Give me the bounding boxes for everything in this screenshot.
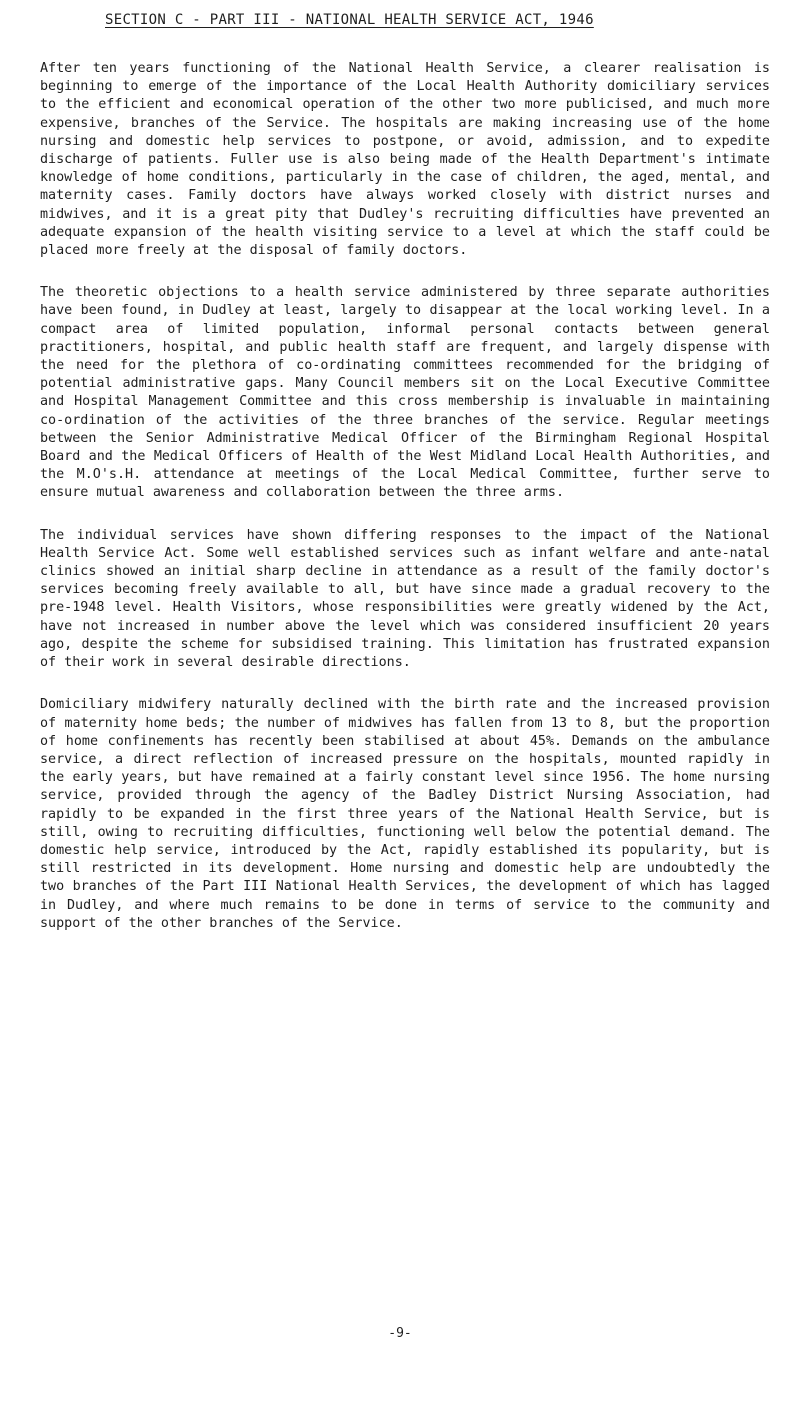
paragraph-3: The individual services have shown differing responses to the impact of the National Health Service Act. Some well established services such as infant welfare and ante-natal clinics showed an initial sharp decline in attendance as a result of the family doctor's services becoming freely available to all, but have since made a gradual recovery to the pre-1948 level. Health Visitors, whose responsibilities were greatly widened by the Act, have not increased in number above the level which was considered insufficient 20 years ago, despite the scheme for subsidised training. This limitation has frustrated expansion of their work in several desirable directions.: [40, 527, 770, 671]
section-heading: SECTION C - PART III - NATIONAL HEALTH SERVICE ACT, 1946: [105, 12, 594, 28]
paragraph-4: Domiciliary midwifery naturally declined with the birth rate and the increased provision of maternity home beds; the number of midwives has fallen from 13 to 8, but the proportion of home confinements has recently been stabilised at about 45%. Demands on the ambulance service, a direct reflection of increased pressure on the hospitals, mounted rapidly in the early years, but have remained at a fairly constant level since 1956. The home nursing service, provided through the agency of the Badley District Nursing Association, had rapidly to be expanded in the first three years of the National Health Service, but is still, owing to recruiting difficulties, functioning well below the potential demand. The domestic help service, introduced by the Act, rapidly established its popularity, but is still restricted in its development. Home nursing and domestic help are undoubtedly the two branches of the Part III National Health Services, the development of which has lagged in Dudley, and where much remains to be done in terms of service to the community and support of the other branches of the Service.: [40, 697, 770, 931]
paragraph-1: After ten years functioning of the National Health Service, a clearer realisation is beginning to emerge of the importance of the Local Health Authority domiciliary services to the efficient and economical operation of the other two more publicised, and much more expensive, branches of the Service. The hospitals are making increasing use of the home nursing and domestic help services to postpone, or avoid, admission, and to expedite discharge of patients. Fuller use is also being made of the Health Department's intimate knowledge of home conditions, particularly in the case of children, the aged, mental, and maternity cases. Family doctors have always worked closely with district nurses and midwives, and it is a great pity that Dudley's recruiting difficulties have prevented an adequate expansion of the health visiting service to a level at which the staff could be placed more freely at the disposal of family doctors.: [40, 61, 770, 259]
body-text: [40, 60, 770, 957]
paragraph-2: The theoretic objections to a health service administered by three separate authorities have been found, in Dudley at least, largely to disappear at the local working level. In a compact area of limited population, informal personal contacts between general practitioners, hospital, and public health staff are frequent, and largely dispense with the need for the plethora of co-ordinating committees recommended for the bridging of potential administrative gaps. Many Council members sit on the Local Executive Committee and Hospital Management Committee and this cross membership is invaluable in maintaining co-ordination of the activities of the three branches of the service. Regular meetings between the Senior Administrative Medical Officer of the Birmingham Regional Hospital Board and the Medical Officers of Health of the West Midland Local Health Authorities, and the M.O's.H. attendance at meetings of the Local Medical Committee, further serve to ensure mutual awareness and collaboration between the three arms.: [40, 285, 770, 501]
page-number: -9-: [388, 1326, 412, 1341]
